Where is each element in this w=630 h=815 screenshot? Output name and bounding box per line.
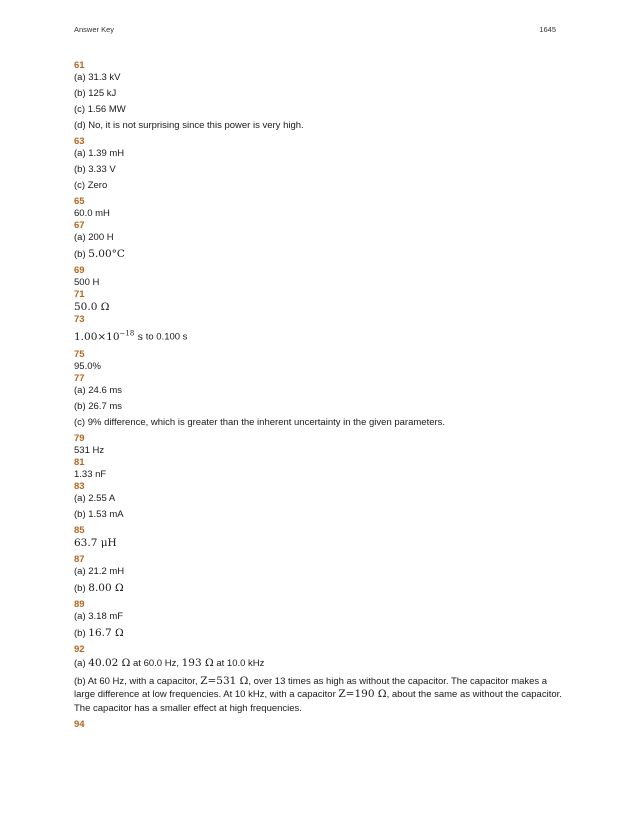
- answer-line: (b) 3.33 V: [74, 164, 116, 175]
- answer-text: at 10.0 kHz: [216, 657, 265, 669]
- answer-line: [74, 627, 564, 640]
- answer-label: (b): [74, 627, 86, 639]
- math-value: 50.0 Ω: [74, 301, 110, 313]
- answer-line: (c) 1.56 MW: [74, 104, 126, 115]
- math-value: Z=531 Ω: [200, 674, 249, 687]
- problem-number: 87: [74, 553, 85, 565]
- answer-line: [74, 537, 564, 550]
- problem-number: 89: [74, 598, 85, 610]
- math-value: 40.02 Ω: [88, 656, 131, 669]
- problem-number: 92: [74, 643, 85, 655]
- answer-line: 60.0 mH: [74, 208, 110, 219]
- answer-line: (c) 9% difference, which is greater than the inherent uncertainty in the given parameters.: [74, 416, 446, 428]
- math-value: 16.7 Ω: [88, 626, 124, 639]
- answer-line: [74, 582, 564, 595]
- answer-line: (a) 2.55 A: [74, 492, 116, 504]
- answer-paragraph: [74, 675, 564, 716]
- answer-line: [74, 326, 564, 345]
- math-value: 8.00 Ω: [88, 581, 124, 594]
- problem-number: 81: [74, 456, 85, 468]
- answer-line: 500 H: [74, 277, 100, 288]
- problem-number: 94: [74, 719, 85, 730]
- page-number: 1645: [539, 25, 556, 34]
- answer-text: (b) At 60 Hz, with a capacitor,: [74, 675, 198, 687]
- answer-line: (a) 21.2 mH: [74, 565, 125, 577]
- mantissa: 1.00×10: [74, 330, 120, 343]
- math-value: 193 Ω: [181, 656, 214, 669]
- math-value: Z=190 Ω: [338, 688, 387, 700]
- answer-line: (a) 31.3 kV: [74, 72, 121, 83]
- answer-line: 531 Hz: [74, 444, 105, 456]
- answer-label: (b): [74, 249, 86, 260]
- math-value: 63.7 μH: [74, 536, 117, 549]
- answer-line: (a) 3.18 mF: [74, 610, 124, 622]
- problem-number: 69: [74, 265, 85, 276]
- answer-line: (a) 200 H: [74, 232, 114, 243]
- answer-line: [74, 301, 564, 314]
- answer-line: 1.33 nF: [74, 468, 107, 480]
- problem-number: 83: [74, 480, 85, 492]
- answer-list: [74, 60, 564, 731]
- problem-number: 61: [74, 60, 85, 71]
- answer-line: 95.0%: [74, 360, 101, 372]
- running-header-title: Answer Key: [74, 25, 115, 34]
- math-value: [74, 331, 143, 343]
- problem-number: 65: [74, 196, 85, 207]
- answer-line: (b) 26.7 ms: [74, 400, 123, 412]
- problem-number: 75: [74, 348, 85, 360]
- answer-line: (a) 1.39 mH: [74, 148, 125, 159]
- answer-label: (a): [74, 657, 86, 669]
- answer-text: at 60.0 Hz,: [133, 657, 179, 669]
- answer-line: [74, 248, 564, 261]
- range-text: to 0.100 s: [145, 331, 188, 343]
- unit: s: [134, 330, 144, 343]
- problem-number: 73: [74, 314, 85, 325]
- exponent: −18: [119, 329, 135, 337]
- answer-text: , over 13 times as high as without the capacitor. The capacitor makes a large difference at low frequencies. At 10 kHz, with a capacitor: [74, 675, 548, 700]
- math-value: 5.00°C: [88, 248, 125, 260]
- problem-number: 63: [74, 136, 85, 147]
- answer-line: (d) No, it is not surprising since this power is very high.: [74, 120, 304, 131]
- problem-number: 85: [74, 524, 85, 536]
- answer-text: , about the same as without the capacitor. The capacitor has a smaller effect at high frequencies.: [74, 689, 562, 714]
- answer-label: (b): [74, 582, 86, 594]
- problem-number: 71: [74, 289, 85, 300]
- answer-line: [74, 656, 564, 671]
- problem-number: 77: [74, 372, 85, 384]
- answer-line: (c) Zero: [74, 180, 108, 191]
- problem-number: 79: [74, 432, 85, 444]
- problem-number: 67: [74, 220, 85, 231]
- answer-line: (a) 24.6 ms: [74, 384, 123, 396]
- answer-line: (b) 1.53 mA: [74, 508, 124, 520]
- answer-line: (b) 125 kJ: [74, 88, 117, 99]
